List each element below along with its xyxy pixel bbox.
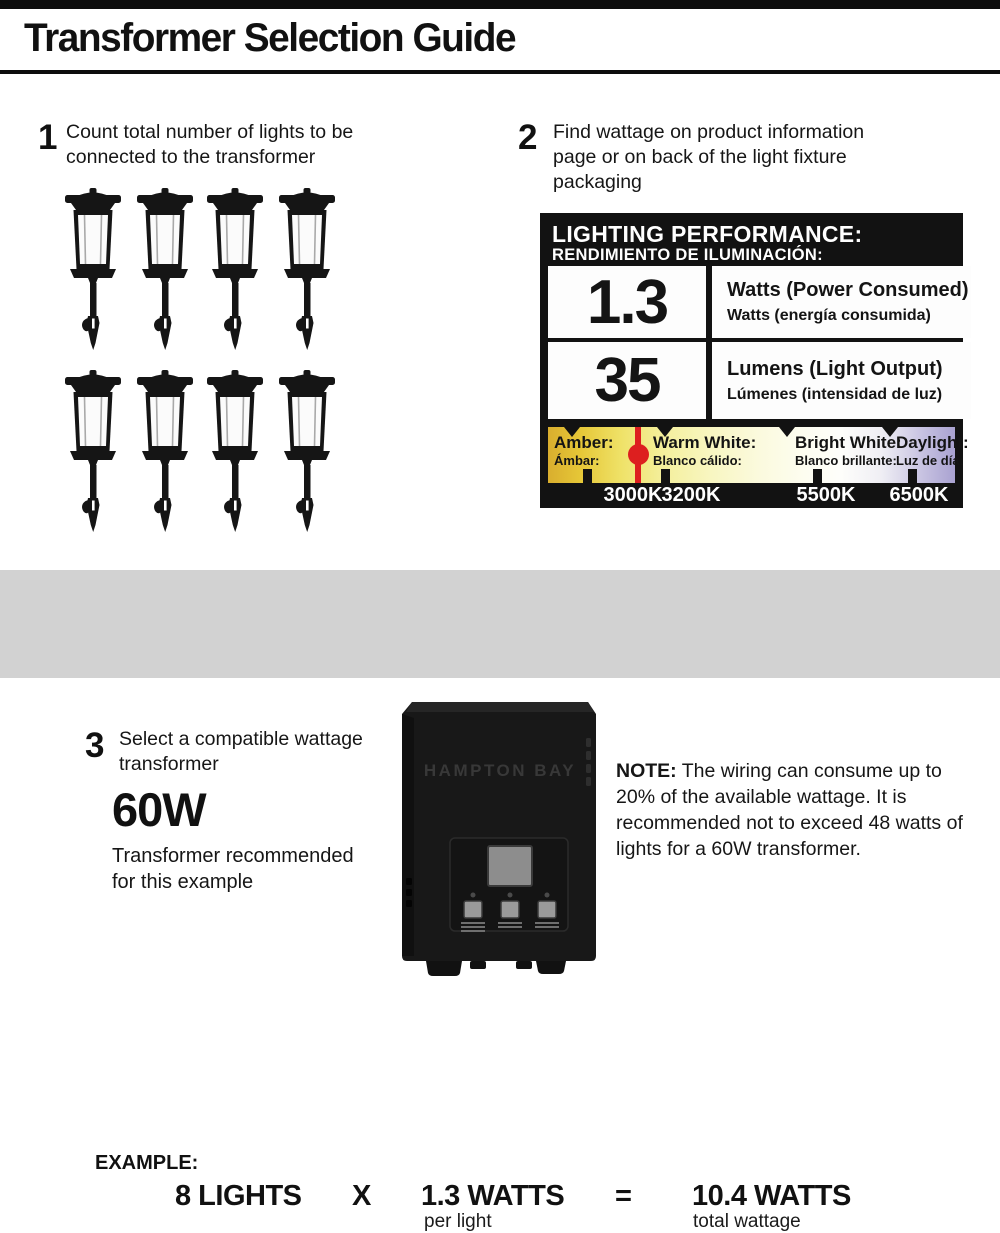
pathway-light [130, 370, 200, 534]
kelvin-strip [548, 483, 955, 508]
step3-number: 3 [85, 726, 105, 765]
step3-text: Select a compatible wattage transformer [119, 728, 363, 775]
amber-label: Amber: Ámbar: [554, 433, 614, 468]
watts-label [712, 266, 971, 338]
lumens-label [712, 342, 971, 419]
performance-title-es: RENDIMIENTO DE ILUMINACIÓN: [552, 246, 823, 264]
color-temperature-scale [548, 427, 969, 483]
note-text: The wiring can consume up to 20% of the available wattage. It is recommended not to exceed 48 watts of lights for a 60W transformer. [616, 760, 963, 860]
pathway-light-icon [130, 370, 200, 534]
example-times: X [352, 1180, 371, 1212]
kelvin-5500: 5500K [796, 484, 856, 506]
note-paragraph [616, 758, 984, 862]
scale-notch [779, 427, 795, 437]
example-watts-each: 1.3 WATTS [421, 1180, 565, 1212]
pathway-light [200, 188, 270, 352]
transformer-brand: HAMPTON BAY [423, 761, 577, 780]
scale-tick [813, 469, 822, 483]
example-heading: EXAMPLE: [95, 1152, 199, 1174]
lighting-performance-label [540, 213, 969, 508]
step2-text: Find wattage on product information page or on back of the light fixture packaging [553, 121, 865, 193]
pathway-light-icon [272, 188, 342, 352]
pathway-light [58, 188, 128, 352]
pathway-light-icon [58, 370, 128, 534]
pathway-light-icon [272, 370, 342, 534]
lumens-value: 35 [548, 342, 706, 419]
example-per-light: per light [424, 1211, 492, 1232]
example-equals: = [615, 1180, 632, 1212]
scale-tick [583, 469, 592, 483]
pathway-light [272, 188, 342, 352]
bright-white-label: Bright White: Blanco brillante: [795, 433, 902, 468]
pathway-light [130, 188, 200, 352]
example-total: 10.4 WATTS [692, 1180, 851, 1212]
transformer-image [398, 698, 602, 978]
lumens-label-es: Lúmenes (intensidad de luz) [727, 385, 943, 403]
watts-value: 1.3 [548, 266, 706, 338]
watts-label-es: Watts (energía consumida) [727, 307, 931, 324]
step1-text: Count total number of lights to be connected to the transformer [66, 121, 354, 168]
kelvin-3200: 3200K [661, 484, 721, 506]
pathway-light-icon [130, 188, 200, 352]
daylight-label: Daylight: Luz de día: [896, 433, 969, 468]
pathway-light [58, 370, 128, 534]
pathway-light [200, 370, 270, 534]
performance-title-en: LIGHTING PERFORMANCE: [552, 221, 863, 247]
scale-tick [908, 469, 917, 483]
page-title: Transformer Selection Guide [24, 16, 516, 60]
recommended-wattage: 60W [112, 783, 206, 836]
kelvin-6500: 6500K [889, 484, 949, 506]
lumens-label-en: Lumens (Light Output) [727, 357, 943, 380]
example-lights: 8 LIGHTS [175, 1180, 302, 1212]
temperature-marker-dot [628, 444, 649, 465]
scale-tick [661, 469, 670, 483]
watts-label-en: Watts (Power Consumed) [727, 279, 969, 301]
kelvin-3000: 3000K [603, 484, 663, 506]
top-black-bar [0, 0, 1000, 9]
pathway-light-icon [58, 188, 128, 352]
pathway-light [272, 370, 342, 534]
step1-number: 1 [38, 118, 58, 157]
pathway-light-icon [200, 370, 270, 534]
example-total-caption: total wattage [693, 1211, 801, 1232]
title-divider [0, 70, 1000, 74]
pathway-light-icon [200, 188, 270, 352]
recommended-wattage-caption: Transformer recommended for this example [112, 845, 354, 893]
warm-white-label: Warm White: Blanco cálido: [653, 433, 757, 468]
note-label: NOTE: [616, 760, 677, 782]
step2-number: 2 [518, 118, 538, 157]
